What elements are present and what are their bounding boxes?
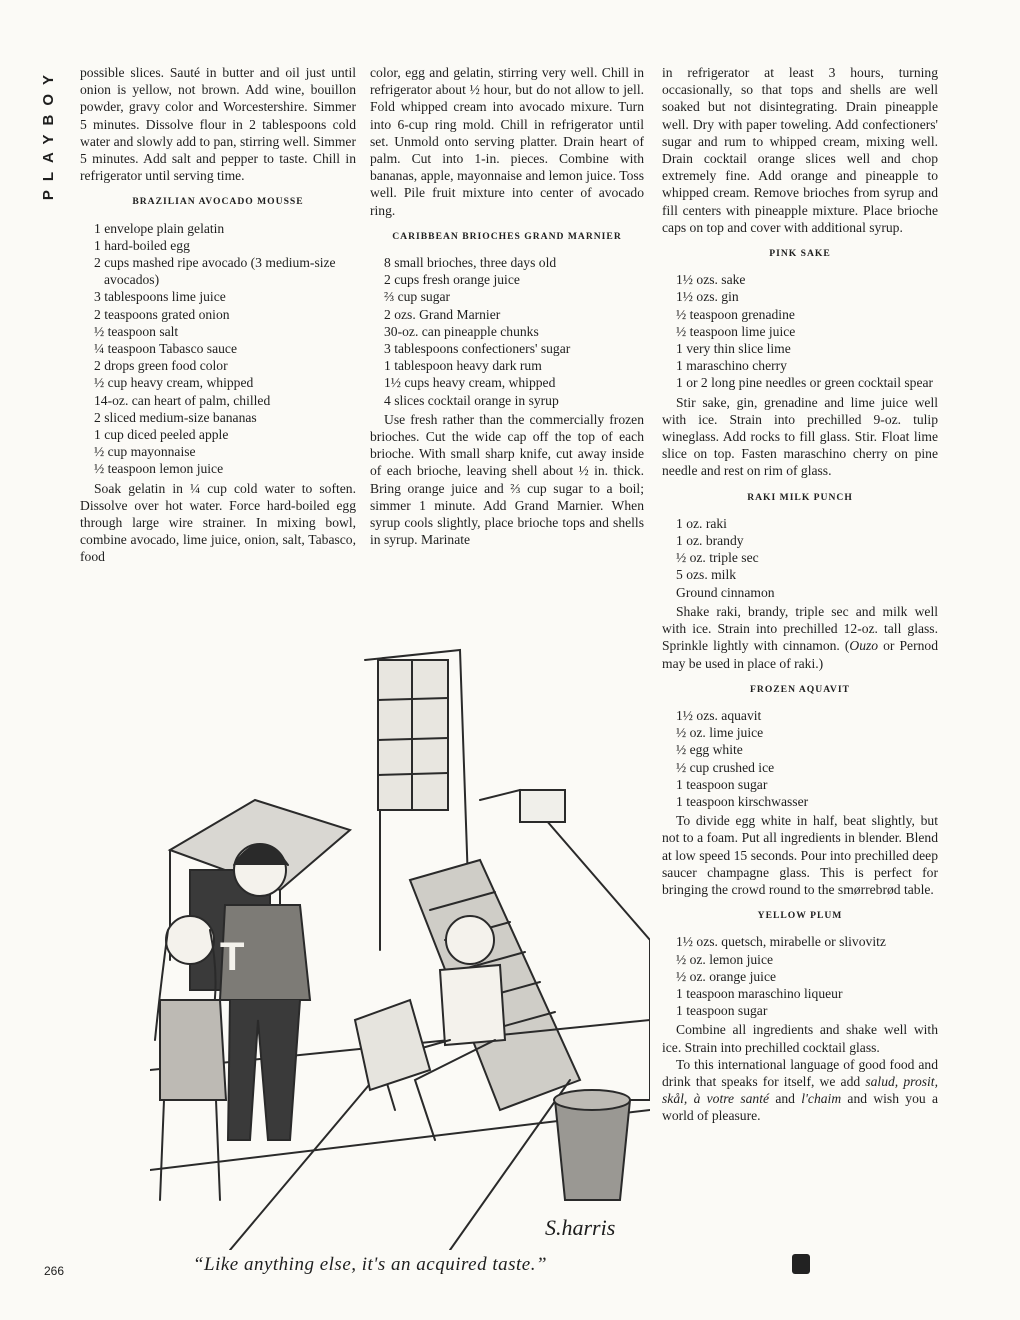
method-raki-text-a: Shake raki, brandy, triple sec and milk well with ice. Strain into prechilled 12-oz. tall glass. Sprinkle lightly with cinnamon. ( — [662, 603, 938, 654]
ingredient-item: ½ oz. orange juice — [676, 968, 777, 984]
ingredient-item: ½ teaspoon grenadine — [676, 306, 795, 322]
recipe-title-pink-sake: PINK SAKE — [769, 248, 831, 260]
ingredient-item: 1 hard-boiled egg — [94, 237, 190, 253]
ingredient-item: 1 oz. brandy — [676, 533, 744, 549]
ingredient-item: ¼ teaspoon Tabasco sauce — [94, 341, 237, 357]
ingredient-item: 1½ ozs. quetsch, mirabelle or slivovitz — [676, 934, 886, 950]
ingredient-item: ½ cup crushed ice — [676, 759, 775, 775]
ingredient-item: ⅔ cup sugar — [384, 289, 451, 305]
ingredient-item: 1 tablespoon heavy dark rum — [384, 358, 542, 374]
ingredient-item: ½ oz. lime juice — [676, 725, 764, 741]
masthead: PLAYBOY — [40, 66, 57, 201]
recipe-title-raki: RAKI MILK PUNCH — [747, 491, 853, 503]
ingredient-item: 2 drops green food color — [94, 358, 228, 374]
recipe-title-avocado: BRAZILIAN AVOCADO MOUSSE — [132, 196, 304, 208]
column-2 — [370, 64, 644, 548]
method-avocado: Soak gelatin in ¼ cup cold water to soften. Dissolve over hot water. Force hard-boiled egg through large wire strainer. In mixing bowl, combine avocado, lime juice, onion, salt, Tabasco, food — [80, 480, 356, 565]
ingredient-list-pink-sake — [662, 271, 938, 391]
ingredient-item: 1 envelope plain gelatin — [94, 220, 225, 236]
method-brioches: Use fresh rather than the commercially frozen brioches. Cut the wide cap off the top of each brioche. With small sharp knife, cut away inside of each brioche, leaving shell about ½ in. thick. Bring orange juice and ⅔ cup sugar to a boil; simmer 1 minute. Add Grand Marnier. When syrup cools slightly, place brioche tops and shells in syrup. Marinate — [370, 411, 644, 548]
ingredient-item: 1½ ozs. aquavit — [676, 707, 762, 723]
ingredient-list-raki — [662, 515, 938, 601]
intro-paragraph: possible slices. Sauté in butter and oil just until onion is yellow, not brown. Add wine, bouillon powder, gravy color and Worcestershire. Simmer 5 minutes. Dissolve flour in 2 tablespoons cold water and slowly add to pan, stirring well. Simmer 5 minutes. Add salt and pepper to taste. Chill in refrigerator until serving time. — [80, 65, 356, 184]
ingredient-item: Ground cinnamon — [676, 584, 775, 600]
ingredient-item: 2 teaspoons grated onion — [94, 306, 230, 322]
ingredient-item: 2 sliced medium-size bananas — [94, 409, 257, 425]
girl-legs — [160, 1100, 220, 1200]
ingredient-item: ½ cup mayonnaise — [94, 444, 196, 460]
closing-text-b: and — [769, 1091, 802, 1107]
closing-text-c: and wish you a world of pleasure. — [662, 1091, 938, 1124]
ingredient-item: 5 ozs. milk — [676, 567, 737, 583]
ingredient-item: ½ teaspoon lemon juice — [94, 461, 224, 477]
ingredient-item: 1½ ozs. sake — [676, 272, 746, 288]
closing-lchaim: l'chaim — [801, 1091, 842, 1107]
ingredient-item: 8 small brioches, three days old — [384, 255, 557, 271]
ingredient-item: ½ teaspoon lime juice — [676, 323, 796, 339]
ingredient-item: 1 oz. raki — [676, 515, 727, 531]
ingredient-list-avocado — [80, 220, 356, 478]
ingredient-item: 1½ cups heavy cream, whipped — [384, 375, 556, 391]
ingredient-item: ½ egg white — [676, 742, 743, 758]
ingredient-item: 2 ozs. Grand Marnier — [384, 306, 501, 322]
address-sign — [520, 790, 565, 822]
closing-text-a: To this international language of good food and drink that speaks for itself, we add — [662, 1056, 938, 1089]
method-raki-text-b: or Pernod may be used in place of raki.) — [662, 638, 938, 671]
ingredient-item: 1 maraschino cherry — [676, 358, 787, 374]
ingredient-item: 4 slices cocktail orange in syrup — [384, 392, 559, 408]
ingredient-list-yellow-plum — [662, 933, 938, 1019]
man-head — [446, 916, 494, 964]
ingredient-item: 14-oz. can heart of palm, chilled — [94, 392, 271, 408]
boy-pants — [228, 1000, 300, 1140]
ingredient-item: ½ cup heavy cream, whipped — [94, 375, 254, 391]
column-1 — [80, 64, 356, 566]
ingredient-item: 1½ ozs. gin — [676, 289, 739, 305]
closing-toasts: salud, prosit, skål, à votre santé — [662, 1073, 938, 1107]
recipe-title-aquavit: FROZEN AQUAVIT — [750, 683, 850, 695]
ingredient-item: 1 teaspoon kirschwasser — [676, 793, 809, 809]
page-number: 266 — [44, 1264, 65, 1278]
ingredient-item: 3 tablespoons confectioners' sugar — [384, 341, 571, 357]
method-raki — [662, 603, 938, 672]
column-3 — [662, 64, 938, 1125]
ingredient-item: 1 cup diced peeled apple — [94, 427, 229, 443]
crate — [355, 1000, 430, 1090]
method-pink-sake: Stir sake, gin, grenadine and lime juice well with ice. Strain into prechilled 9-oz. tulip wineglass. Add rocks to fill glass. Stir. Float lime slice on top. Fasten maraschino cherry on pine needle and rest on rim of glass. — [662, 394, 938, 479]
cartoon-illustration — [150, 640, 650, 1250]
recipe-title-yellow-plum: YELLOW PLUM — [757, 910, 843, 922]
method-raki-ouzo: Ouzo — [849, 638, 879, 654]
ingredient-item: 1 teaspoon sugar — [676, 776, 768, 792]
method-aquavit: To divide egg white in half, beat slightly, but not to a foam. Put all ingredients in blender. Blend at low speed 15 seconds. Pour into prechilled deep saucer champagne glass. This is perfect for bringing the crowd round to the smørrebrød table. — [662, 813, 938, 897]
closing-paragraph — [662, 1056, 938, 1125]
continuation-avocado: color, egg and gelatin, stirring very well. Chill in refrigerator about ½ hour, but do not allow to jell. Fold whipped cream into avocado mixure. Turn into 6-cup ring mold. Chill in refrigerator until set. Unmold onto serving platter. Drain heart of palm. Cut into 1-in. pieces. Combine with bananas, apple, mayonnaise and lemon juice. Toss well. Pile fruit mixture into center of avocado ring. — [370, 65, 644, 218]
ingredient-item: 2 cups fresh orange juice — [384, 272, 520, 288]
ingredient-list-aquavit — [662, 707, 938, 810]
man-shirt — [440, 965, 505, 1045]
girl-dress — [160, 1000, 226, 1100]
ingredient-list-brioches — [370, 254, 644, 409]
ingredient-item: ½ oz. triple sec — [676, 550, 759, 566]
girl-head — [166, 916, 214, 964]
method-yellow-plum: Combine all ingredients and shake well with ice. Strain into prechilled cocktail glass. — [662, 1022, 938, 1055]
ingredient-item: ½ oz. lemon juice — [676, 951, 774, 967]
trash-can — [555, 1100, 630, 1200]
sweater-letter: T — [220, 935, 245, 979]
ingredient-item: 1 teaspoon maraschino liqueur — [676, 985, 843, 1001]
ingredient-item: 30-oz. can pineapple chunks — [384, 323, 539, 339]
continuation-brioches: in refrigerator at least 3 hours, turning occasionally, so that tops and shells are well soaked but not disintegrating. Drain pineapple well. Dry with paper toweling. Add confectioners' sugar and rum to whipped cream, mixing well. Drain cocktail orange slices well and chop extremely fine. Add orange and pineapple to whipped cream. Remove brioches from syrup and fill centers with pineapple mixture. Place brioche caps on top and cover with additional syrup. — [662, 65, 938, 235]
ingredient-item: 3 tablespoons lime juice — [94, 289, 226, 305]
ingredient-item: 1 very thin slice lime — [676, 341, 791, 357]
ingredient-item: 1 or 2 long pine needles or green cocktail spear — [676, 375, 934, 391]
ingredient-item: 2 cups mashed ripe avocado (3 medium-size avocados) — [94, 255, 336, 288]
ingredient-item: 1 teaspoon sugar — [676, 1003, 768, 1019]
recipe-title-brioches: CARIBBEAN BRIOCHES GRAND MARNIER — [392, 230, 622, 242]
end-mark-logo — [792, 1254, 810, 1274]
cartoonist-signature: S.harris — [545, 1215, 616, 1240]
ingredient-item: ½ teaspoon salt — [94, 323, 179, 339]
cartoon-caption: “Like anything else, it's an acquired taste.” — [192, 1254, 548, 1275]
